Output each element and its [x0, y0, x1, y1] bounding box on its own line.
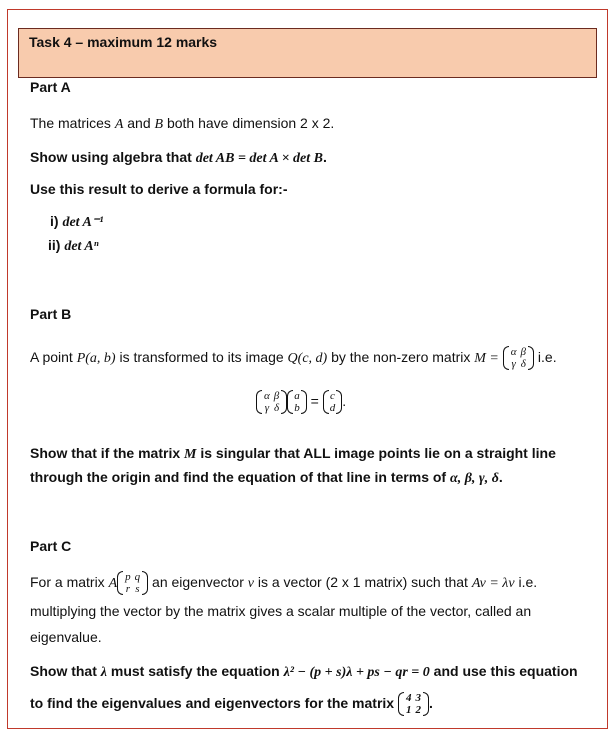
- part-b-heading: Part B: [30, 306, 72, 322]
- part-a-derive: Use this result to derive a formula for:-: [30, 181, 288, 197]
- matrix-pqrs: p q r s: [117, 571, 148, 595]
- part-c-line1: For a matrix A p q r s an eigenvector v is a vector (2 x 1 matrix) such that Av = λv i.e.: [30, 571, 538, 596]
- transform-equation: α β γ δ a b = c d .: [256, 386, 346, 416]
- part-b-intro: A point P(a, b) is transformed to its image Q(c, d) by the non-zero matrix M = α β γ δ i.e.: [30, 346, 557, 371]
- part-c-show-line1: Show that λ must satisfy the equation λ² − (p + s)λ + ps − qr = 0 and use this equation: [30, 663, 578, 680]
- part-c-line3: eigenvalue.: [30, 629, 102, 645]
- part-a-intro: The matrices A and B both have dimension 2 x 2.: [30, 115, 335, 132]
- matrix-m-eq: α β γ δ: [256, 390, 287, 414]
- part-a-item-1: i) det A⁻¹: [50, 213, 104, 230]
- part-a-show: Show using algebra that det AB = det A × det B.: [30, 149, 327, 166]
- part-b-show-line2: through the origin and find the equation of that line in terms of α, β, γ, δ.: [30, 469, 503, 486]
- part-a-heading: Part A: [30, 79, 71, 95]
- task-header: [18, 28, 597, 78]
- matrix-m: α β γ δ: [503, 346, 534, 370]
- vector-cd: c d: [323, 390, 343, 414]
- part-c-show-line2: to find the eigenvalues and eigenvectors for the matrix 4 3 1 2 .: [30, 692, 433, 717]
- part-a-item-2: ii) det Aⁿ: [48, 237, 99, 254]
- part-c-line2: multiplying the vector by the matrix gives a scalar multiple of the vector, called an: [30, 603, 532, 619]
- matrix-4312: 4 3 1 2: [398, 692, 429, 716]
- task-title: Task 4 – maximum 12 marks: [29, 34, 218, 50]
- part-b-show-line1: Show that if the matrix M is singular that ALL image points lie on a straight line: [30, 445, 556, 462]
- part-c-heading: Part C: [30, 538, 72, 554]
- vector-ab: a b: [287, 390, 307, 414]
